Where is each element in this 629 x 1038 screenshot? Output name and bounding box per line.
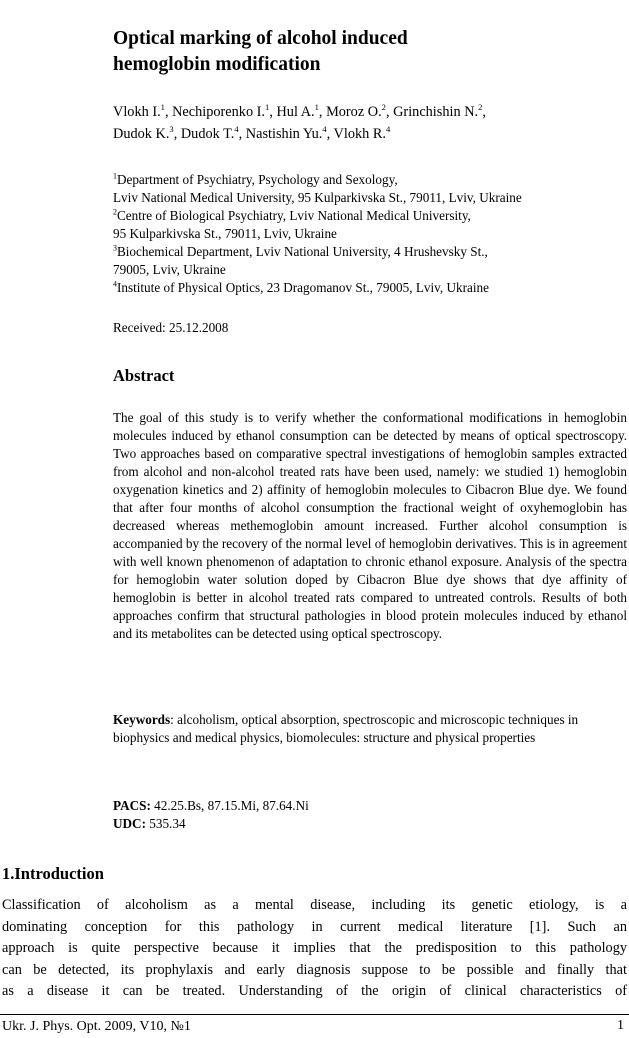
- page-number: 1: [617, 1018, 624, 1033]
- keywords-label: Keywords: [113, 712, 171, 727]
- introduction-body: [2, 895, 627, 1003]
- affiliation-line: Centre of Biological Psychiatry, Lviv National Medical University,: [116, 208, 471, 223]
- intro-line: as a disease it can be treated. Understanding of the origin of clinical characteristics of: [2, 983, 627, 999]
- authors-line-2: [113, 123, 613, 145]
- abstract-text: The goal of this study is to verify whether the conformational modifications in hemoglobin molecules induced by ethanol consumption can be detected by means of optical spectroscopy. Two approaches based on comparative spectral investigations of hemoglobin samples extracted from alcohol and non-alcohol treated rats have been used, namely: we studied 1) hemoglobin oxygenation kinetics and 2) affinity of hemoglobin molecules to Cibacron Blue dye. We found that after four months of alcohol consumption the fractional weight of oxyhemoglobin has decreased whereas methemoglobin amount increased. Further alcohol consumption is accompanied by the recovery of the normal level of hemoglobin derivatives. This is in agreement with well known phenomenon of adaptation to chronic ethanol exposure. Analysis of the spectra for hemoglobin water solution doped by Cibacron Blue dye shows that dye affinity of hemoglobin is better in alcohol treated rats compared to untreated controls. Results of both approaches confirm that structural pathologies in blood protein molecules induced by ethanol and its metabolites can be detected using optical spectroscopy.: [113, 410, 627, 641]
- pacs-line: [113, 797, 309, 815]
- udc-value: 535.34: [145, 816, 186, 831]
- author-affil-ref: 2: [478, 102, 483, 113]
- author-affil-ref: 4: [322, 124, 327, 135]
- author: Vlokh R.: [333, 126, 386, 142]
- journal-citation: Ukr. J. Phys. Opt. 2009, V10, №1: [2, 1019, 191, 1034]
- author-sep: ,: [318, 104, 327, 120]
- affiliation-line: Biochemical Department, Lviv National University, 4 Hrushevsky St.,: [116, 244, 488, 259]
- affiliation: [113, 171, 618, 189]
- affiliation-number: 3: [113, 243, 117, 253]
- abstract-heading: Abstract: [113, 366, 175, 385]
- affiliation-number: 4: [113, 279, 117, 289]
- authors-line-1: [113, 101, 613, 123]
- affiliation: [113, 207, 618, 225]
- author-affil-ref: 1: [160, 102, 165, 113]
- author-affil-ref: 2: [381, 102, 386, 113]
- abstract-body: [113, 409, 627, 643]
- udc-label: UDC:: [113, 816, 146, 831]
- affiliation-line: Lviv National Medical University, 95 Kulparkivska St., 79011, Lviv, Ukraine: [113, 190, 522, 205]
- title-line-2: hemoglobin modification: [113, 54, 321, 75]
- intro-line: can be detected, its prophylaxis and early diagnosis suppose to be possible and finally that: [2, 961, 627, 978]
- author: Hul A.: [276, 104, 315, 120]
- intro-line: approach is quite perspective because it implies that the predisposition to this pathology: [2, 940, 627, 956]
- footer-divider: [0, 1014, 629, 1015]
- pacs-label: PACS:: [113, 798, 151, 813]
- classification-codes: [113, 797, 309, 833]
- author: Moroz O.: [326, 104, 382, 120]
- pacs-value: 42.25.Bs, 87.15.Mi, 87.64.Ni: [150, 798, 309, 813]
- author: Dudok K.: [113, 126, 170, 142]
- author-sep: ,: [173, 126, 181, 142]
- affiliation-line: Department of Psychiatry, Psychology and Sexology,: [116, 172, 398, 187]
- affiliation-line: 95 Kulparkivska St., 79011, Lviv, Ukraine: [113, 226, 337, 241]
- received-date: Received: 25.12.2008: [113, 320, 229, 335]
- affiliation-line: 79005, Lviv, Ukraine: [113, 262, 226, 277]
- affiliation-line: Institute of Physical Optics, 23 Dragomanov St., 79005, Lviv, Ukraine: [116, 280, 489, 295]
- author-sep: ,: [326, 126, 334, 142]
- section-heading-introduction: 1.Introduction: [2, 864, 104, 883]
- author-affil-ref: 1: [265, 102, 270, 113]
- author-sep: ,: [269, 104, 277, 120]
- affiliation-list: [113, 171, 618, 297]
- author-sep: ,: [385, 104, 394, 120]
- affiliation-number: 1: [113, 171, 117, 181]
- author-sep: ,: [482, 104, 486, 120]
- title-line-1: Optical marking of alcohol induced: [113, 28, 408, 49]
- author-sep: ,: [238, 126, 246, 142]
- keywords-text: : alcoholism, optical absorption, spectroscopic and microscopic techniques in biophysics and medical physics, biomolecules: structure and physical properties: [113, 712, 579, 745]
- author-affil-ref: 4: [385, 124, 391, 135]
- affiliation: [113, 243, 618, 261]
- author-affil-ref: 4: [234, 124, 239, 135]
- affiliation: [113, 279, 618, 297]
- author-list: [113, 101, 613, 145]
- paper-title: [113, 26, 573, 78]
- affiliation-number: 2: [113, 207, 117, 217]
- author: Nechiporenko I.: [172, 104, 266, 120]
- author: Grinchishin N.: [393, 104, 479, 120]
- intro-line: Classification of alcoholism as a mental disease, including its genetic etiology, is a: [2, 897, 627, 913]
- author: Vlokh I.: [113, 104, 161, 120]
- keywords: [113, 711, 603, 747]
- intro-line: dominating conception for this pathology in current medical literature [1]. Such an: [2, 918, 627, 935]
- author-sep: ,: [164, 104, 173, 120]
- author-affil-ref: 1: [314, 102, 319, 113]
- udc-line: [113, 815, 309, 833]
- author: Nastishin Yu.: [245, 126, 323, 142]
- author: Dudok T.: [180, 126, 235, 142]
- author-affil-ref: 3: [169, 124, 174, 135]
